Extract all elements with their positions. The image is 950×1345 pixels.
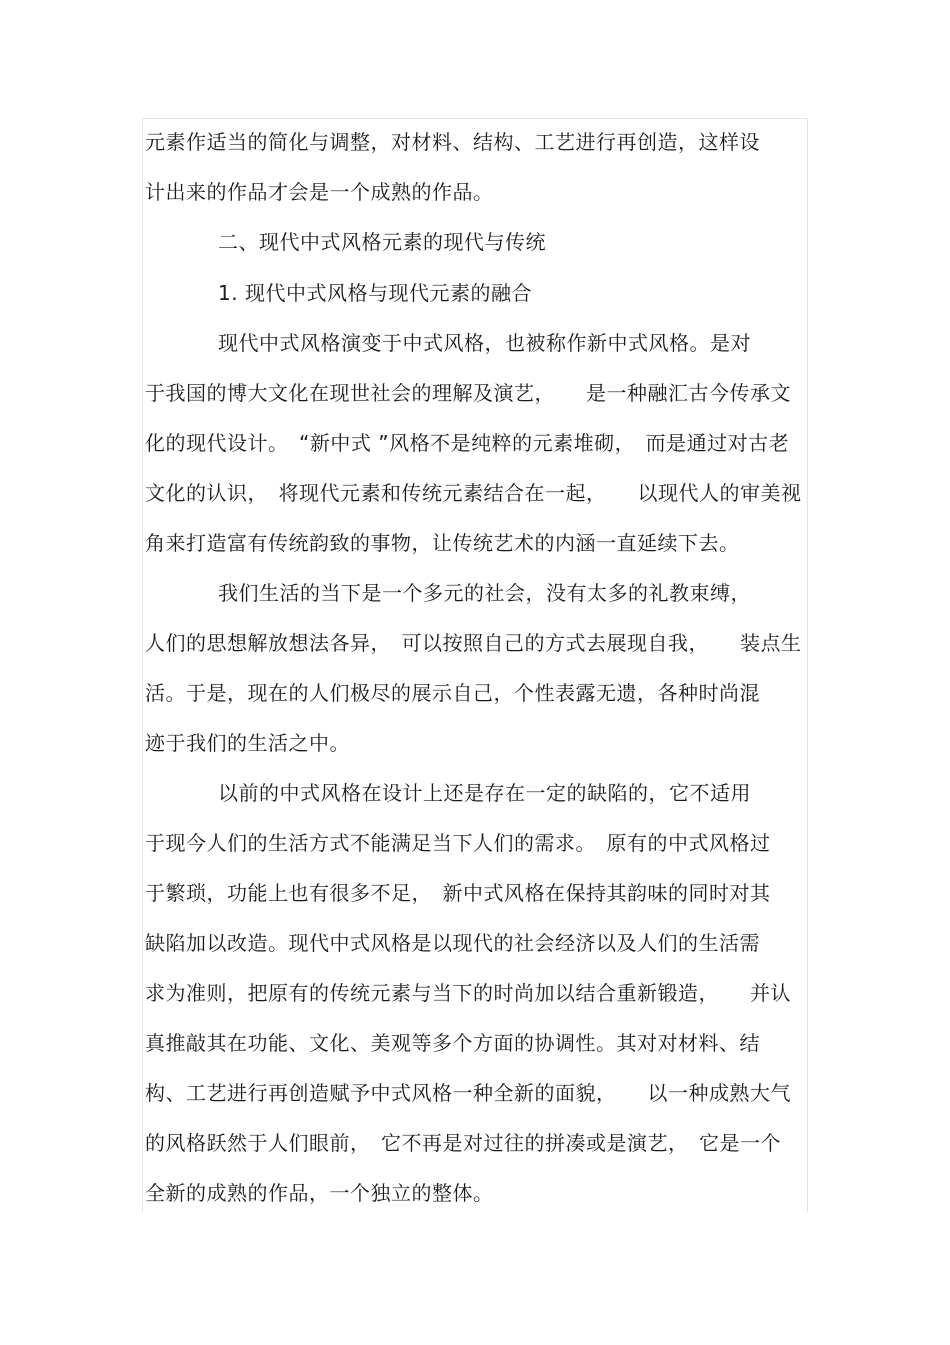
text-line: 构、工艺进行再创造赋予中式风格一种全新的面貌， 以一种成熟大气 (145, 1081, 791, 1105)
text-line: 全新的成熟的作品，一个独立的整体。 (145, 1181, 494, 1205)
text-line: 角来打造富有传统韵致的事物，让传统艺术的内涵一直延续下去。 (145, 531, 740, 555)
text-line: 的风格跃然于人们眼前， 它不再是对过往的拼凑或是演艺， 它是一个 (145, 1131, 781, 1155)
text-line: 缺陷加以改造。现代中式风格是以现代的社会经济以及人们的生活需 (145, 931, 760, 955)
text-line: 于繁琐，功能上也有很多不足， 新中式风格在保持其韵味的同时对其 (145, 881, 771, 905)
text-line: 真推敲其在功能、文化、美观等多个方面的协调性。其对对材料、结 (145, 1031, 760, 1055)
text-line: 元素作适当的简化与调整，对材料、结构、工艺进行再创造，这样设 (145, 130, 760, 154)
text-line: 人们的思想解放想法各异， 可以按照自己的方式去展现自我， 装点生 (145, 631, 802, 655)
text-line: 于我国的博大文化在现世社会的理解及演艺， 是一种融汇古今传承文 (145, 381, 791, 405)
text-line: 我们生活的当下是一个多元的社会，没有太多的礼教束缚， (218, 581, 751, 605)
subsection-heading: 1. 现代中式风格与现代元素的融合 (218, 281, 532, 305)
text-line: 计出来的作品才会是一个成熟的作品。 (145, 180, 494, 204)
section-heading: 二、现代中式风格元素的现代与传统 (218, 230, 546, 254)
text-line: 活。于是，现在的人们极尽的展示自己，个性表露无遗，各种时尚混 (145, 681, 760, 705)
text-line: 迹于我们的生活之中。 (145, 731, 350, 755)
text-line: 化的现代设计。 “新中式 ”风格不是纯粹的元素堆砌， 而是通过对古老 (145, 431, 790, 455)
text-line: 文化的认识， 将现代元素和传统元素结合在一起， 以现代人的审美视 (145, 481, 802, 505)
text-line: 以前的中式风格在设计上还是存在一定的缺陷的，它不适用 (218, 781, 751, 805)
text-line: 现代中式风格演变于中式风格，也被称作新中式风格。是对 (218, 331, 751, 355)
text-line: 于现今人们的生活方式不能满足当下人们的需求。 原有的中式风格过 (145, 831, 771, 855)
text-line: 求为准则，把原有的传统元素与当下的时尚加以结合重新锻造， 并认 (145, 981, 791, 1005)
